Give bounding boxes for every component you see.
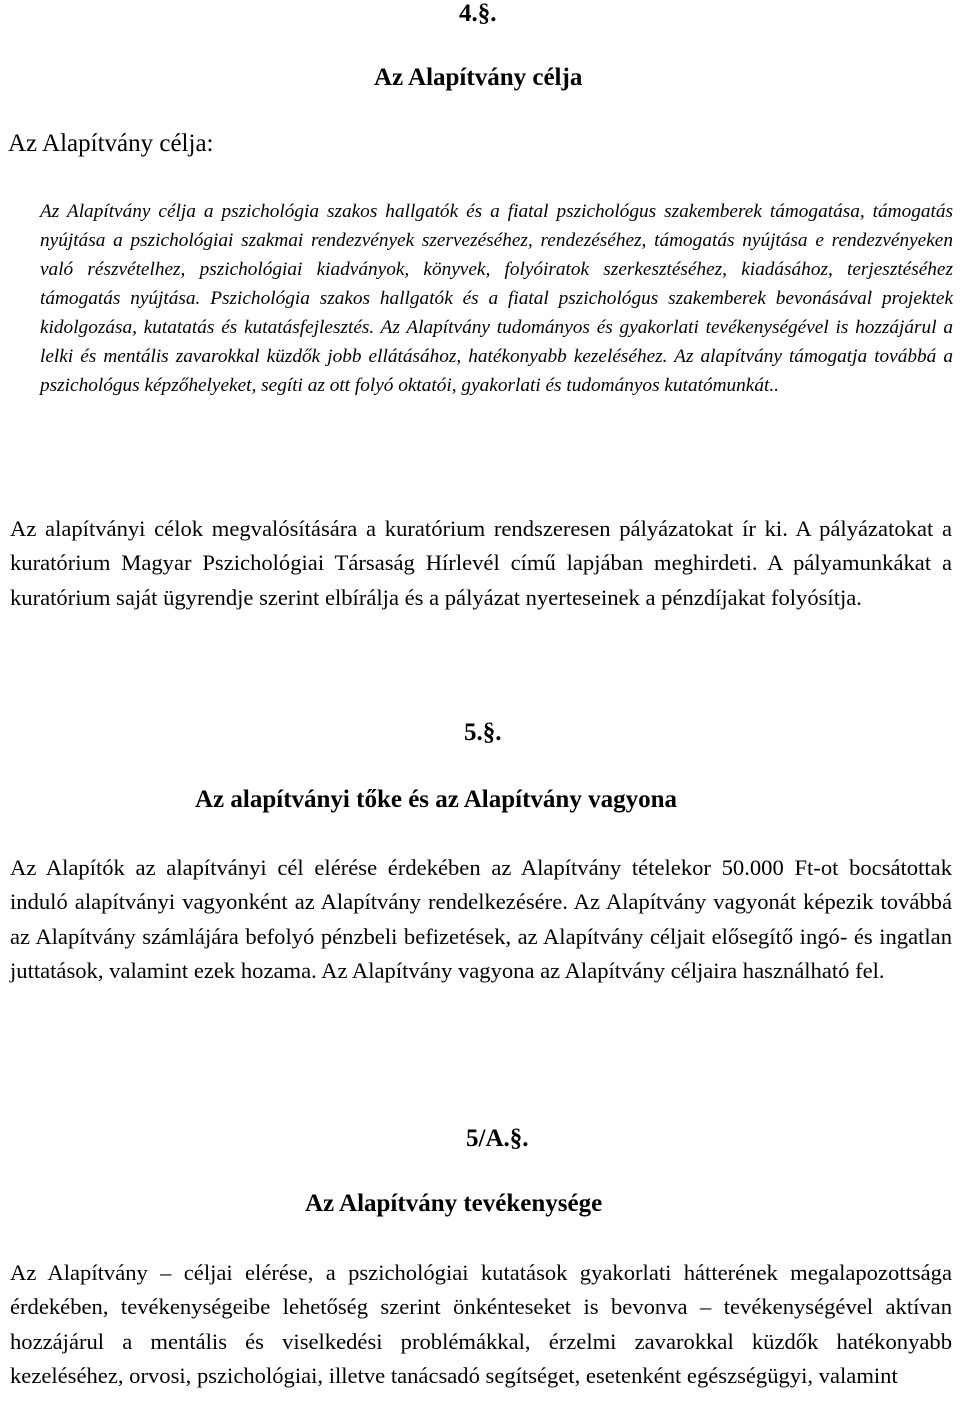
section-5a-title: Az Alapítvány tevékenysége [305,1190,603,1217]
section-4-label: Az Alapítvány célja: [8,130,214,157]
section-5a-paragraph: Az Alapítvány – céljai elérése, a pszichológiai kutatások gyakorlati hátterének megalapozottsága érdekében, tevékenységeibe lehetőség szerint önkénteseket is bevonva – tevékenységével aktívan hozzájárul a mentális és viselkedési problémákkal, érzelmi zavarokkal küzdők hatékonyabb kezeléséhez, orvosi, pszichológiai, illetve tanácsadó segítséget, esetenként egészségügyi, valamint [10,1260,952,1389]
section-4-title: Az Alapítvány célja [374,64,583,91]
section-5-paragraph: Az Alapítók az alapítványi cél elérése érdekében az Alapítvány tételekor 50.000 Ft-ot bocsátottak induló alapítványi vagyonként az Alapítvány rendelkezésére. Az Alapítvány vagyonát képezik továbbá az Alapítvány számlájára befolyó pénzbeli befizetések, az Alapítvány céljait elősegítő ingó- és ingatlan juttatások, valamint ezek hozama. Az Alapítvány vagyona az Alapítvány céljaira használható fel. [10,855,952,984]
section-4-paragraph-1: Az Alapítvány célja a pszichológia szakos hallgatók és a fiatal pszichológus szakemberek támogatása, támogatás nyújtása a pszichológiai szakmai rendezvények szervezéséhez, rendezéséhez, támogatás nyújtása e rendezvényeken való részvételhez, pszichológiai kiadványok, könyvek, folyóiratok szerkesztéséhez, kiadásához, terjesztéséhez támogatás nyújtása. Pszichológia szakos hallgatók és a fiatal pszichológus szakemberek bevonásával projektek kidolgozása, kutatatás és kutatásfejlesztés. Az Alapítvány tudományos és gyakorlati tevékenységével is hozzájárul a lelki és mentális zavarokkal küzdők jobb ellátásához, hatékonyabb kezeléséhez. Az alapítvány támogatja továbbá a pszichológus képzőhelyeket, segíti az ott folyó oktatói, gyakorlati és tudományos kutatómunkát.. [40,201,953,396]
section-5-title: Az alapítványi tőke és az Alapítvány vagyona [195,786,677,813]
section-5-number: 5.§. [464,719,502,746]
section-4-paragraph-2: Az alapítványi célok megvalósítására a kuratórium rendszeresen pályázatokat ír ki. A pályázatokat a kuratórium Magyar Pszichológiai Társaság Hírlevél című lapjában meghirdeti. A pályamunkákat a kuratórium saját ügyrendje szerint elbírálja és a pályázat nyerteseinek a pénzdíjakat folyósítja. [10,516,952,610]
section-5a-number: 5/A.§. [466,1125,529,1152]
section-4-number: 4.§. [459,0,497,27]
